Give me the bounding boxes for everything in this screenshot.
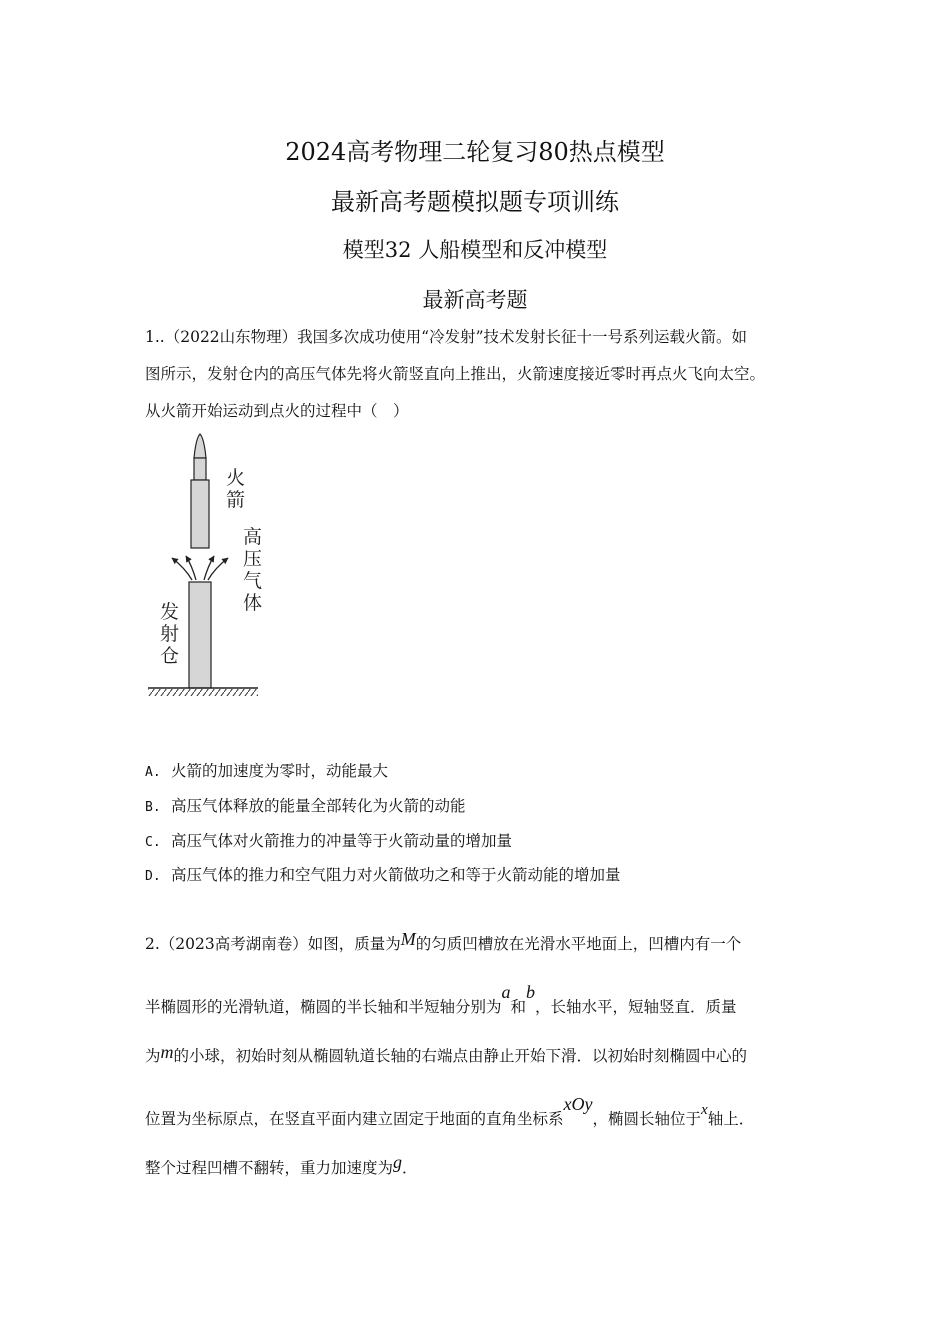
- launch-silo: [189, 582, 211, 688]
- q1-option-b: [145, 796, 466, 818]
- q2-text: 2.（2023高考湖南卷）如图，质量为: [145, 935, 401, 953]
- math-symbol: x: [701, 1102, 708, 1118]
- q2-text: 的小球，初始时刻从椭圆轨道长轴的右端点由静止开始下滑．以初始时刻椭圆中心的: [173, 1047, 748, 1065]
- math-symbol: b: [526, 982, 536, 1002]
- q2-text: ，长轴水平，短轴竖直．质量: [535, 998, 737, 1016]
- q2-text: 的匀质凹槽放在光滑水平地面上，凹槽内有一个: [415, 935, 742, 953]
- math-symbol: xOy: [563, 1094, 593, 1114]
- q2-text: 整个过程凹槽不翻转，重力加速度为: [145, 1159, 394, 1177]
- q1-option-d: [145, 865, 621, 887]
- rocket-nose: [194, 434, 206, 458]
- label-silo-1: 发: [160, 601, 180, 623]
- q2-text: ．: [402, 1159, 418, 1177]
- label-rocket-1: 火: [226, 467, 246, 489]
- rocket-body: [191, 480, 209, 548]
- q1-stem-line1: 1..（2022山东物理）我国多次成功使用“冷发射”技术发射长征十一号系列运载火箭。如: [145, 328, 748, 346]
- option-text: 高压气体的推力和空气阻力对火箭做功之和等于火箭动能的增加量: [171, 866, 621, 884]
- document-title: 2024高考物理二轮复习80热点模型: [285, 138, 665, 166]
- q1-stem-line3: 从火箭开始运动到点火的过程中（ ）: [145, 402, 409, 420]
- label-silo-3: 仓: [160, 645, 180, 667]
- q2-line5: [145, 1152, 418, 1178]
- option-label: C.: [145, 835, 161, 850]
- q2-line1: [145, 929, 742, 954]
- math-symbol: g: [393, 1152, 403, 1172]
- document-subtitle: 最新高考题模拟题专项训练: [331, 188, 619, 216]
- ground-hatch: [148, 689, 258, 696]
- q2-line4: [145, 1094, 755, 1130]
- label-rocket-2: 箭: [226, 489, 246, 511]
- option-label: D.: [145, 869, 161, 884]
- q2-text: 半椭圆形的光滑轨道，椭圆的半长轴和半短轴分别为: [145, 998, 502, 1016]
- q2-text: 和: [510, 998, 527, 1016]
- q1-option-a: [145, 761, 388, 783]
- gas-arrow: [186, 556, 196, 580]
- rocket-top-section: [194, 458, 206, 480]
- option-label: A.: [145, 765, 161, 780]
- q1-option-c: [145, 831, 512, 853]
- section-title: 最新高考题: [422, 288, 528, 312]
- q2-text: ，椭圆长轴位于: [592, 1110, 702, 1128]
- q2-line3: [145, 1042, 748, 1066]
- model-title: 模型32 人船模型和反冲模型: [342, 238, 608, 262]
- math-symbol: M: [400, 929, 416, 949]
- label-gas-3: 气: [243, 570, 263, 592]
- q2-text: 轴上．: [707, 1110, 755, 1128]
- label-gas-2: 压: [243, 548, 263, 570]
- option-text: 高压气体释放的能量全部转化为火箭的动能: [171, 797, 466, 815]
- math-symbol: m: [160, 1042, 174, 1062]
- math-symbol: a: [501, 982, 511, 1002]
- label-gas-4: 体: [243, 592, 263, 614]
- gas-arrow: [204, 556, 214, 580]
- option-text: 高压气体对火箭推力的冲量等于火箭动量的增加量: [171, 832, 513, 850]
- q2-text: 位置为坐标原点，在竖直平面内建立固定于地面的直角坐标系: [145, 1110, 564, 1128]
- label-gas-1: 高: [243, 526, 263, 548]
- q1-stem-line2: 图所示，发射仓内的高压气体先将火箭竖直向上推出，火箭速度接近零时再点火飞向太空。: [145, 365, 766, 383]
- rocket-silo-figure: [140, 428, 270, 698]
- label-silo-2: 射: [160, 623, 180, 645]
- q2-line2: [145, 982, 737, 1017]
- option-label: B.: [145, 800, 161, 815]
- option-text: 火箭的加速度为零时，动能最大: [171, 762, 389, 780]
- q2-text: 为: [145, 1047, 161, 1065]
